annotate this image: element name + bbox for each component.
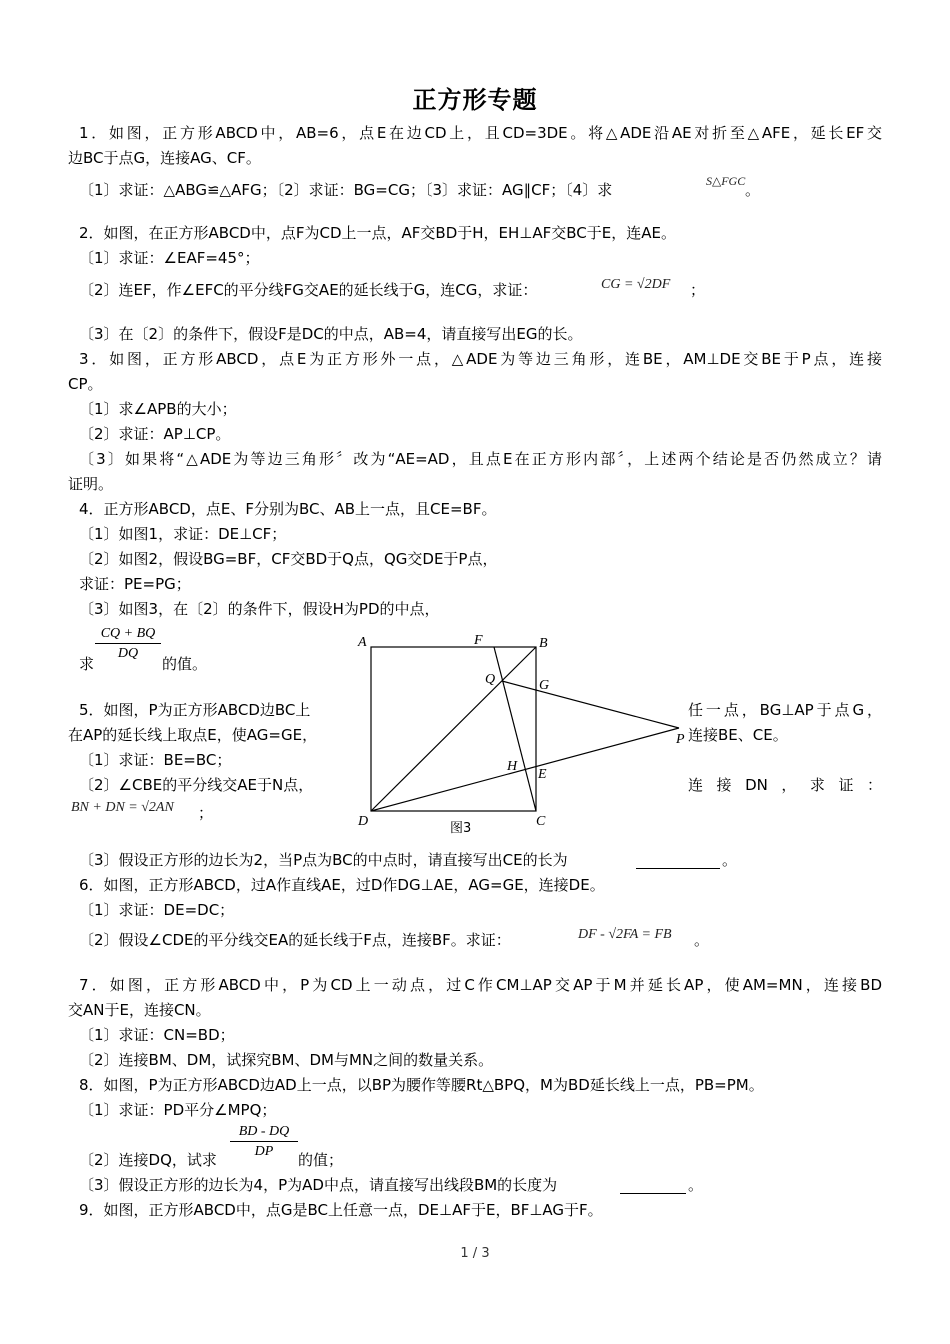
- text-line: 的值。: [162, 655, 208, 673]
- label-e: E: [538, 767, 547, 782]
- page-title: 正方形专题: [412, 86, 538, 114]
- text-line: 求证：PE=PG；: [79, 575, 191, 593]
- label-d: D: [358, 814, 369, 829]
- geometry-figure-3: [350, 628, 690, 840]
- text-line: 6．如图，正方形ABCD，过A作直线AE，过D作DG⊥AE，AG=GE，连接DE。: [79, 876, 605, 894]
- text-line: 5．如图，P为正方形ABCD边BC上: [79, 701, 311, 719]
- formula-cg-df: [601, 277, 670, 293]
- text-line: 连接DN，求证：: [688, 776, 882, 794]
- text-line: 〔3〕在〔2〕的条件下，假设F是DC的中点，AB=4，请直接写出EG的长。: [79, 325, 583, 343]
- formula-df-fa-fb: [578, 927, 672, 943]
- q4-fraction-denominator: DQ: [117, 646, 139, 661]
- text-line: 〔1〕求证：△ABG≌△AFG；〔2〕求证：BG=CG；〔3〕求证：AG∥CF；〔4〕求: [79, 181, 613, 199]
- text-line: 〔2〕假设∠CDE的平分线交EA的延长线于F点，连接BF。求证：: [79, 931, 511, 949]
- text-line: 任一点，BG⊥AP于点G，: [688, 701, 882, 719]
- text-line: 。: [745, 181, 761, 199]
- text-line: 4．正方形ABCD，点E、F分别为BC、AB上一点，且CE=BF。: [79, 500, 497, 518]
- text-line: 〔2〕连接BM、DM，试探究BM、DM与MN之间的数量关系。: [79, 1051, 494, 1069]
- label-b: B: [539, 636, 548, 651]
- text-line: 8．如图，P为正方形ABCD边AD上一点，以BP为腰作等腰Rt△BPQ，M为BD延长线上一点，PB=PM。: [79, 1076, 764, 1094]
- text-line: 〔1〕求证：DE=DC；: [79, 901, 235, 919]
- text-line: 连接BE、CE。: [688, 726, 788, 744]
- label-a: A: [358, 635, 367, 650]
- label-c: C: [536, 814, 546, 829]
- formula-q8-fraction: [230, 1124, 298, 1160]
- formula-df-fa-fb-text: DF - √2FA = FB: [578, 927, 672, 942]
- text-line: 〔3〕如图3，在〔2〕的条件下，假设H为PD的中点，: [79, 600, 440, 618]
- text-line: ；: [690, 281, 706, 299]
- text-line: 〔1〕求证：PD平分∠MPQ；: [79, 1101, 277, 1119]
- text-line: 〔1〕求∠APB的大小；: [79, 400, 237, 418]
- text-line: 〔1〕求证：CN=BD；: [79, 1026, 235, 1044]
- formula-s-fgc: [706, 174, 745, 189]
- formula-bn-dn: [71, 800, 174, 816]
- formula-cg-df-text: CG = √2DF: [601, 277, 671, 292]
- text-line: 〔1〕求证：BE=BC；: [79, 751, 232, 769]
- q8-fraction-numerator: BD - DQ: [230, 1124, 298, 1142]
- text-line: 边BC于点G，连接AG、CF。: [68, 149, 261, 167]
- text-line: 〔2〕如图2，假设BG=BF，CF交BD于Q点，QG交DE于P点，: [79, 550, 498, 568]
- label-f: F: [474, 633, 483, 648]
- text-line: 〔1〕如图1，求证：DE⊥CF；: [79, 525, 287, 543]
- answer-blank-q8[interactable]: [620, 1175, 686, 1194]
- text-line: 。: [722, 851, 738, 869]
- label-p: P: [676, 732, 685, 747]
- text-line: 〔3〕假设正方形的边长为4，P为AD中点，请直接写出线段BM的长度为: [79, 1176, 558, 1194]
- text-line: 在AP的延长线上取点E，使AG=GE，: [68, 726, 318, 744]
- text-line: 〔2〕连接DQ，试求: [79, 1151, 217, 1169]
- text-line: 求: [79, 655, 95, 673]
- text-line: 1．如图，正方形ABCD中，AB=6，点E在边CD上，且CD=3DE。将△ADE沿AE对折至△AFE，延长EF交: [79, 124, 882, 142]
- text-line: 〔2〕求证：AP⊥CP。: [79, 425, 231, 443]
- text-line: 〔2〕连EF，作∠EFC的平分线FG交AE的延长线于G，连CG，求证：: [79, 281, 538, 299]
- text-line: CP。: [68, 375, 103, 393]
- formula-q4-fraction: [95, 626, 161, 662]
- formula-bn-dn-text: BN + DN = √2AN: [71, 800, 174, 815]
- label-g: G: [539, 678, 550, 693]
- formula-s-fgc-text: S△FGC: [706, 174, 746, 188]
- text-line: 证明。: [68, 475, 114, 493]
- q4-fraction-numerator: CQ + BQ: [95, 626, 161, 644]
- q8-fraction-denominator: DP: [254, 1144, 274, 1159]
- text-line: ；: [198, 804, 214, 822]
- text-line: 7．如图，正方形ABCD中，P为CD上一动点，过C作CM⊥AP交AP于M并延长AP，使AM=MN，连接BD: [79, 976, 882, 994]
- label-h: H: [507, 759, 518, 774]
- text-line: 的值；: [298, 1151, 344, 1169]
- segment-dp: [371, 728, 679, 811]
- diagonal-bd: [371, 647, 536, 811]
- text-line: 〔2〕∠CBE的平分线交AE于N点，: [79, 776, 314, 794]
- text-line: 交AN于E，连接CN。: [68, 1001, 211, 1019]
- text-line: 3．如图，正方形ABCD，点E为正方形外一点，△ADE为等边三角形，连BE，AM⊥DE交BE于P点，连接: [79, 350, 882, 368]
- text-line: 〔3〕如果将“△ADE为等边三角形〞改为“AE=AD，且点E在正方形内部〞，上述两个结论是否仍然成立？请: [79, 450, 882, 468]
- text-line: 〔3〕假设正方形的边长为2，当P点为BC的中点时，请直接写出CE的长为: [79, 851, 568, 869]
- answer-blank-q5[interactable]: [636, 850, 720, 869]
- text-line: 。: [688, 1176, 704, 1194]
- segment-cf: [494, 647, 536, 811]
- page-number: 1 / 3: [460, 1246, 490, 1261]
- text-line: 。: [694, 931, 710, 949]
- figure-caption: 图3: [450, 821, 472, 836]
- text-line: 2．如图，在正方形ABCD中，点F为CD上一点，AF交BD于H，EH⊥AF交BC于E，连AE。: [79, 224, 676, 242]
- label-q: Q: [485, 672, 496, 687]
- segment-qp: [502, 681, 679, 728]
- text-line: 〔1〕求证：∠EAF=45°；: [79, 249, 260, 267]
- text-line: 9．如图，正方形ABCD中，点G是BC上任意一点，DE⊥AF于E，BF⊥AG于F。: [79, 1201, 603, 1219]
